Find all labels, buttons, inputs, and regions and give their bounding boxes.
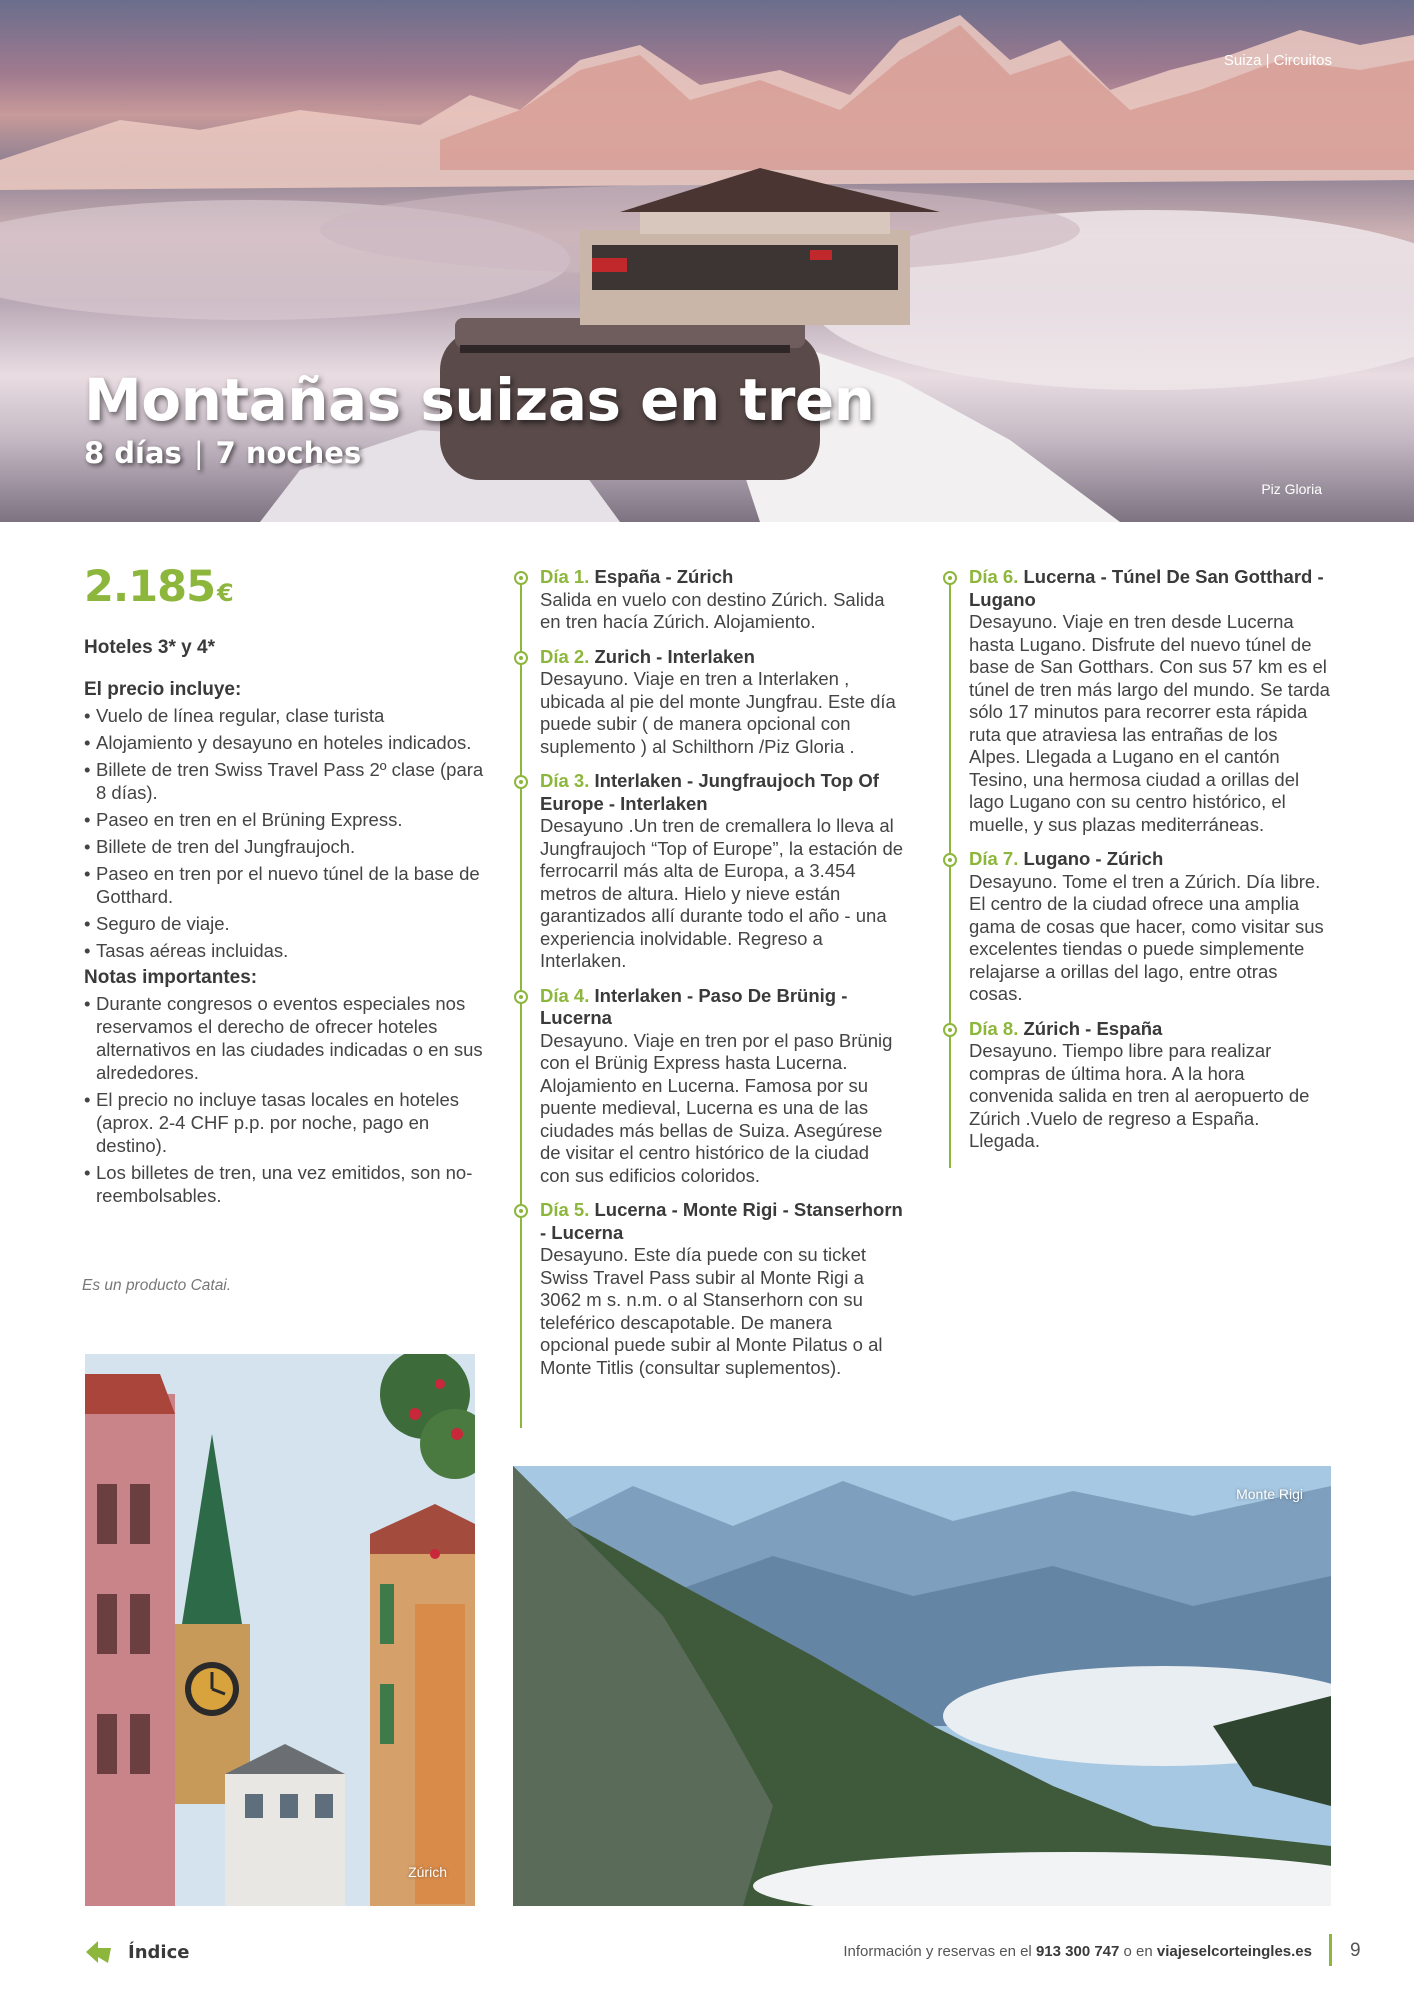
day-description: Desayuno. Tiempo libre para realizar compras de última hora. A la hora convenida salida en tren al aeropuerto de Zúrich .Vuelo de regreso a España. Llegada. [969,1040,1310,1151]
hero-banner [0,0,1414,522]
itinerary-day [514,985,904,1188]
day-description: Desayuno. Viaje en tren desde Lucerna hasta Lugano. Disfrute del nuevo túnel de base de San Gotthars. Con sus 57 km es el túnel de tren más largo del mundo. Se tarda sólo 17 minutos para recorrer esta rápida ruta que atraviesa las entrañas de los Alpes. Llegada a Lugano en el cantón Tesino, una hermosa ciudad a orillas del lago Lugano con su centro histórico, el muelle, y sus plazas mediterráneas. [969,611,1330,835]
index-link[interactable] [84,1937,189,1967]
includes-item: • Billete de tren Swiss Travel Pass 2º clase (para 8 días). [84,758,484,804]
includes-list [84,704,484,962]
timeline-dot-icon [514,651,528,665]
day-label: Día 4. [540,984,590,1006]
monte-rigi-caption: Monte Rigi [1236,1486,1303,1502]
itinerary-day [514,646,904,759]
timeline-dot-icon [943,1023,957,1037]
monte-rigi-illustration [513,1466,1331,1906]
day-description: Desayuno. Este día puede con su ticket Swiss Travel Pass subir al Monte Rigi a 3062 m s. n.m. o al Stanserhorn con su teleférico descapotable. De manera opcional puede subir al Monte Pilatus o al Monte Titlis (consultar suplementos). [540,1244,883,1378]
price-amount: 2.185 [84,562,216,612]
price-currency: € [217,579,233,607]
day-label: Día 8. [969,1017,1019,1039]
day-description: Desayuno. Viaje en tren a Interlaken , ubicada al pie del monte Jungfrau. Este día puede subir ( de manera opcional con suplemento ) al Schilthorn /Piz Gloria . [540,668,896,757]
includes-item: • Seguro de viaje. [84,912,484,935]
contact-phone[interactable]: 913 300 747 [1035,1943,1120,1960]
day-title: Lucerna - Túnel De San Gotthard - Lugano [969,566,1324,610]
itinerary-day [514,770,904,973]
footer-divider [1329,1934,1332,1966]
day-title: Lucerna - Monte Rigi - Stanserhorn - Lucerna [540,1199,903,1243]
day-description: Desayuno. Tome el tren a Zúrich. Día libre. El centro de la ciudad ofrece una amplia gama de cosas que hacer, como visitar sus excelentes tiendas o puede simplemente relajarse a orillas del lago, entre otras cosas. [969,870,1324,1004]
includes-heading: El precio incluye: [84,679,242,700]
includes-item: • Paseo en tren en el Brüning Express. [84,808,484,831]
timeline-dot-icon [943,853,957,867]
price-details [84,678,484,1211]
day-label: Día 6. [969,566,1019,587]
includes-item: • Tasas aéreas incluidas. [84,939,484,962]
price [84,562,233,612]
itinerary-day [943,1018,1333,1153]
trip-duration [84,436,361,470]
day-label: Día 2. [540,645,590,667]
notes-item: • El precio no incluye tasas locales en hoteles (aprox. 2-4 CHF p.p. por noche, pago en destino). [84,1088,484,1157]
day-label: Día 7. [969,848,1019,869]
contact-website[interactable]: viajeselcorteingles.es [1156,1943,1312,1960]
timeline-dot-icon [514,1204,528,1218]
includes-item: • Billete de tren del Jungfraujoch. [84,835,484,858]
duration-nights: 7 noches [215,436,362,470]
itinerary-day [514,566,904,634]
monte-rigi-photo [513,1466,1331,1906]
timeline-dot-icon [943,571,957,585]
includes-item: • Paseo en tren por el nuevo túnel de la base de Gotthard. [84,862,484,908]
day-description: Desayuno .Un tren de cremallera lo lleva al Jungfraujoch “Top of Europe”, la estación de ferrocarril más alta de Europa, a 3.454 metros de altura. Hielo y nieve están garantizados allí durante todo el año - una experiencia inolvidable. Regreso a Interlaken. [540,815,904,971]
day-title: Interlaken - Paso De Brünig - Lucerna [540,984,848,1028]
notes-list [84,992,484,1207]
notes-heading: Notas importantes: [84,967,258,988]
day-title: Lugano - Zúrich [1023,848,1164,869]
itinerary-day [514,1199,904,1379]
zurich-caption: Zúrich [408,1864,447,1880]
notes-item: • Los billetes de tren, una vez emitidos, son no-reembolsables. [84,1161,484,1207]
zurich-photo [85,1354,475,1906]
itinerary-column-1 [514,566,904,1438]
itinerary-column-2 [943,566,1333,1178]
back-arrow-icon [84,1937,114,1967]
duration-separator: | [193,436,204,470]
zurich-illustration [85,1354,475,1906]
contact-info [843,1943,1312,1960]
includes-item: • Vuelo de línea regular, clase turista [84,704,484,727]
product-note: Es un producto Catai. [82,1277,232,1294]
day-title: Zurich - Interlaken [594,645,755,667]
index-label[interactable]: Índice [128,1941,190,1963]
notes-item: • Durante congresos o eventos especiales nos reservamos el derecho de ofrecer hoteles alternativos en las ciudades indicadas o en sus alrededores. [84,992,484,1084]
hotel-category: Hoteles 3* y 4* [84,637,215,658]
day-description: Salida en vuelo con destino Zúrich. Salida en tren hacía Zúrich. Alojamiento. [540,588,885,632]
includes-item: • Alojamiento y desayuno en hoteles indicados. [84,731,484,754]
day-label: Día 1. [540,566,590,587]
day-label: Día 5. [540,1199,590,1220]
timeline-dot-icon [514,990,528,1004]
contact-mid: o en [1123,1943,1153,1960]
timeline-dot-icon [514,775,528,789]
itinerary-day [943,566,1333,836]
day-title: Zúrich - España [1023,1017,1163,1039]
timeline-dot-icon [514,571,528,585]
day-description: Desayuno. Viaje en tren por el paso Brünig con el Brünig Express hasta Lucerna. Alojamiento en Lucerna. Famosa por su puente medieval, Lucerna es una de las ciudades más bellas de Suiza. Asegúrese de visitar el centro histórico de la ciudad con sus edificios coloridos. [540,1029,893,1186]
duration-days: 8 días [84,436,182,470]
itinerary-day [943,848,1333,1006]
day-title: España - Zúrich [594,566,734,587]
day-label: Día 3. [540,770,590,791]
section-kicker: Suiza | Circuitos [1223,52,1332,69]
hero-photo-caption: Piz Gloria [1261,481,1322,497]
page-title: Montañas suizas en tren [84,366,875,434]
page-number: 9 [1350,1940,1361,1961]
day-title: Interlaken - Jungfraujoch Top Of Europe - Interlaken [540,770,879,814]
contact-prefix: Información y reservas en el [843,1943,1032,1960]
